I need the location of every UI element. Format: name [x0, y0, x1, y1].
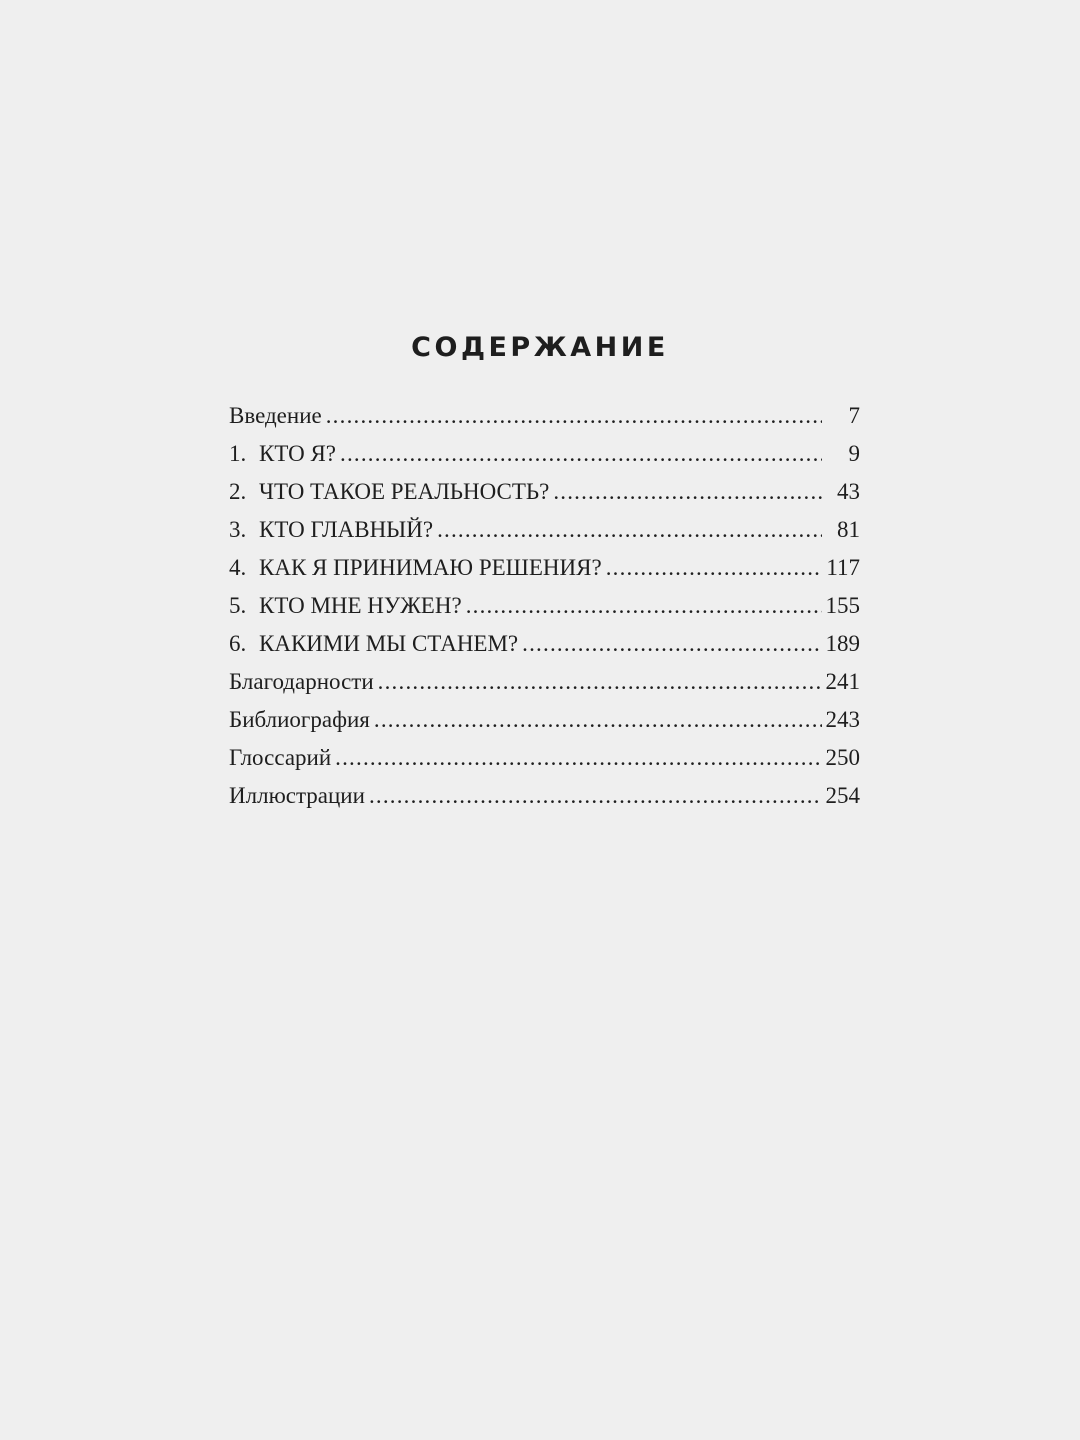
toc-entry-label: Библиография — [229, 707, 370, 732]
toc-entry-number: 6. — [229, 631, 247, 656]
toc-entry-chapter-3 — [229, 511, 860, 549]
toc-entry-label: КТО ГЛАВНЫЙ? — [259, 517, 434, 542]
toc-entry-chapter-2 — [229, 473, 860, 511]
toc-entry-number: 5. — [229, 593, 247, 618]
toc-dot-leader — [522, 625, 822, 663]
toc-entry-bibliography — [229, 701, 860, 739]
toc-entry-chapter-4 — [229, 549, 860, 587]
toc-dot-leader — [466, 587, 822, 625]
toc-entry-label: Иллюстрации — [229, 783, 365, 808]
toc-entry-page: 189 — [825, 631, 860, 656]
toc-entry-page: 7 — [848, 403, 860, 428]
toc-entry-illustrations — [229, 777, 860, 815]
toc-entry-label: ЧТО ТАКОЕ РЕАЛЬНОСТЬ? — [259, 479, 550, 504]
toc-dot-leader — [378, 663, 822, 701]
toc-entry-page: 9 — [848, 441, 860, 466]
toc-dot-leader — [606, 549, 822, 587]
toc-entry-number: 2. — [229, 479, 247, 504]
toc-entry-label: КАКИМИ МЫ СТАНЕМ? — [259, 631, 519, 656]
table-of-contents — [229, 397, 860, 815]
toc-entry-page: 117 — [826, 555, 860, 580]
toc-entry-page: 155 — [825, 593, 860, 618]
toc-entry-page: 241 — [825, 669, 860, 694]
toc-entry-page: 81 — [837, 517, 860, 542]
toc-dot-leader — [553, 473, 822, 511]
toc-dot-leader — [437, 511, 822, 549]
toc-entry-label: Введение — [229, 403, 322, 428]
toc-entry-introduction — [229, 397, 860, 435]
toc-entry-chapter-6 — [229, 625, 860, 663]
toc-entry-label: Глоссарий — [229, 745, 332, 770]
toc-dot-leader — [374, 701, 822, 739]
page-title: СОДЕРЖАНИЕ — [411, 332, 669, 363]
toc-entry-number: 4. — [229, 555, 247, 580]
toc-entry-page: 250 — [825, 745, 860, 770]
toc-dot-leader — [326, 397, 822, 435]
toc-dot-leader — [335, 739, 822, 777]
toc-dot-leader — [340, 435, 822, 473]
toc-entry-label: КАК Я ПРИНИМАЮ РЕШЕНИЯ? — [259, 555, 602, 580]
toc-entry-number: 1. — [229, 441, 247, 466]
toc-entry-number: 3. — [229, 517, 247, 542]
toc-entry-label: КТО Я? — [259, 441, 336, 466]
toc-entry-glossary — [229, 739, 860, 777]
toc-entry-page: 254 — [825, 783, 860, 808]
toc-entry-acknowledgements — [229, 663, 860, 701]
toc-entry-page: 43 — [837, 479, 860, 504]
toc-entry-page: 243 — [825, 707, 860, 732]
toc-entry-chapter-1 — [229, 435, 860, 473]
toc-entry-label: Благодарности — [229, 669, 374, 694]
toc-entry-chapter-5 — [229, 587, 860, 625]
toc-dot-leader — [369, 777, 822, 815]
toc-entry-label: КТО МНЕ НУЖЕН? — [259, 593, 462, 618]
